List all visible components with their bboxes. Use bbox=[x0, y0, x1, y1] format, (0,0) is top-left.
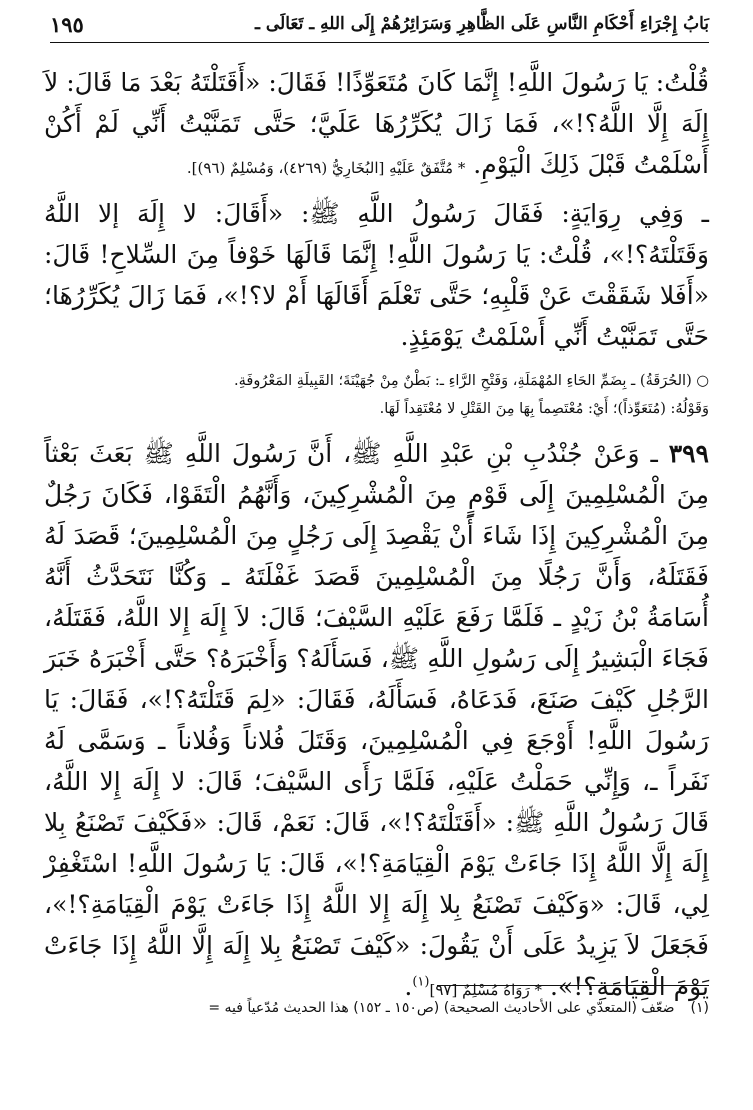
footnote bbox=[44, 996, 709, 1020]
paragraph-3-reference: * رَوَاهُ مُسْلِمٌ [٩٧] bbox=[429, 981, 543, 999]
footnote-number: (١) bbox=[690, 1000, 709, 1016]
explanatory-note-2: وَقَوْلُهُ: (مُتَعَوِّذاً)؛ أَيْ: مُعْتَصِماً بِهَا مِنَ القَتْلِ لا مُعْتَقِداً لَهَا. bbox=[379, 401, 709, 417]
paragraph-3: ٣٩٩ ـ وَعَنْ جُنْدُبِ بْنِ عَبْدِ اللَّهِ ﷺ، أَنَّ رَسُولَ اللَّهِ ﷺ بَعَثَ بَعْثاً مِنَ الْمُسْلِمِينَ إِلَى قَوْمٍ مِنَ الْمُشْرِكِينَ، وَأَنَّهُمُ الْتَقَوْا، فَكَانَ رَجُلٌ مِنَ الْمُشْرِكِينَ إِذَا شَاءَ أَنْ يَقْصِدَ إِلَى رَجُلٍ مِنَ الْمُسْلِمِينَ؛ قَصَدَ لَهُ فَقَتَلَهُ، وَأَنَّ رَجُلًا مِنَ الْمُسْلِمِينَ قَصَدَ غَفْلَتَهُ ـ وَكُنَّا نَتَحَدَّثُ أَنَّهُ أُسَامَةُ بْنُ زَيْدٍ ـ فَلَمَّا رَفَعَ عَلَيْهِ السَّيْفَ؛ قَالَ: لاَ إِلَهَ إِلا اللَّهُ، فَقَتَلَهُ، فَجَاءَ الْبَشِيرُ إِلَى رَسُولِ اللَّهِ ﷺ، فَسَأَلَهُ؟ وَأَخْبَرَهُ؟ حَتَّى أَخْبَرَهُ خَبَرَ الرَّجُلِ كَيْفَ صَنَعَ، فَدَعَاهُ، فَسَأَلَهُ، فَقَالَ: «لِمَ قَتَلْتَهُ؟!»، فَقَالَ: يَا رَسُولَ اللَّهِ! أَوْجَعَ فِي الْمُسْلِمِينَ، وَقَتَلَ فُلاناً وَفُلاناً ـ وَسَمَّى لَهُ نَفَراً ـ، وَإِنِّي حَمَلْتُ عَلَيْهِ، فَلَمَّا رَأَى السَّيْفَ؛ قَالَ: لا إِلَهَ إِلا اللَّهُ، قَالَ رَسُولُ اللَّهِ ﷺ: «أَقَتَلْتَهُ؟!»، قَالَ: نَعَمْ، قَالَ: «فَكَيْفَ تَصْنَعُ بِلا إِلَهَ إِلَّا اللَّهُ إِذَا جَاءَتْ يَوْمَ الْقِيَامَةِ؟!»، قَالَ: يَا رَسُولَ اللَّهِ! اسْتَغْفِرْ لِي، قَالَ: «وَكَيْفَ تَصْنَعُ بِلا إِلَهَ إِلا اللَّهُ إِذَا جَاءَتْ يَوْمَ الْقِيَامَةِ؟!»، فَجَعَلَ لاَ يَزِيدُ عَلَى أَنْ يَقُولَ: «كَيْفَ تَصْنَعُ بِلا إِلَهَ إِلَّا اللَّهُ إِذَا جَاءَتْ يَوْمَ الْقِيَامَةِ؟!». * رَوَاهُ مُسْلِمٌ [٩٧]$^{(١)}$. bbox=[44, 439, 709, 1001]
paragraph-1-text: قُلْتُ: يَا رَسُولَ اللَّهِ! إِنَّمَا كَانَ مُتَعَوِّذًا! فَقَالَ: «أَقَتَلْتَهُ بَعْدَ مَا قَالَ: لاَ إِلَهَ إِلَّا اللَّهُ؟!»، فَمَا زَالَ يُكَرِّرُهَا عَلَيَّ؛ حَتَّى تَمَنَّيْتُ أَنِّي لَمْ أَكُنْ أَسْلَمْتُ قَبْلَ ذَلِكَ الْيَوْمِ. bbox=[44, 68, 709, 179]
paragraph-2-text: ـ وَفِي رِوَايَةٍ: فَقَالَ رَسُولُ اللَّهِ ﷺ: «أَقَالَ: لا إِلَهَ إلا اللَّهُ وَقَتَلْتَهُ؟!»، قُلْتُ: يَا رَسُولَ اللَّهِ! إِنَّمَا قَالَهَا خَوْفاً مِنَ السِّلاحِ! قَالَ: «أَفَلا شَقَقْتَ عَنْ قَلْبِهِ؛ حَتَّى تَعْلَمَ أَقَالَهَا أَمْ لا؟!»، فَمَا زَالَ يُكَرِّرُهَا؛ حَتَّى تَمَنَّيْتُ أَنِّي أَسْلَمْتُ يَوْمَئِذٍ. bbox=[44, 199, 709, 351]
paragraph-1 bbox=[44, 62, 709, 189]
page-number: ١٩٥ bbox=[50, 11, 84, 37]
footnote-divider bbox=[437, 985, 709, 986]
page-header bbox=[50, 6, 709, 43]
running-title: بَابُ إِجْرَاءِ أَحْكَامِ النَّاسِ عَلَى الظَّاهِرِ وَسَرَائِرُهُمْ إِلَى اللهِ ـ تَعَالَى ـ bbox=[254, 14, 709, 34]
paragraph-2 bbox=[44, 193, 709, 357]
paragraph-1-reference: * مُتَّفَقٌ عَلَيْهِ [البُخَارِيُّ (٤٢٦٩)، وَمُسْلِمٌ (٩٦)]. bbox=[186, 159, 466, 177]
explanatory-note-1: ○ (الحُرَقَةُ) ـ بِضَمِّ الحَاءِ المُهْمَلَةِ، وَفَتْحِ الرَّاءِ ـ: بَطْنٌ مِنْ جُهَيْنَةَ؛ القَبِيلَةِ المَعْرُوفَةِ. bbox=[234, 373, 709, 389]
footnote-marker[interactable]: (١) bbox=[412, 974, 430, 990]
page-body bbox=[44, 62, 709, 1011]
paragraph-3-text: ـ وَعَنْ جُنْدُبِ بْنِ عَبْدِ اللَّهِ ﷺ، أَنَّ رَسُولَ اللَّهِ ﷺ بَعَثَ بَعْثاً مِنَ الْمُسْلِمِينَ إِلَى قَوْمٍ مِنَ الْمُشْرِكِينَ، وَأَنَّهُمُ الْتَقَوْا، فَكَانَ رَجُلٌ مِنَ الْمُشْرِكِينَ إِذَا شَاءَ أَنْ يَقْصِدَ إِلَى رَجُلٍ مِنَ الْمُسْلِمِينَ؛ قَصَدَ لَهُ فَقَتَلَهُ، وَأَنَّ رَجُلًا مِنَ الْمُسْلِمِينَ قَصَدَ غَفْلَتَهُ ـ وَكُنَّا نَتَحَدَّثُ أَنَّهُ أُسَامَةُ بْنُ زَيْدٍ ـ فَلَمَّا رَفَعَ عَلَيْهِ السَّيْفَ؛ قَالَ: لاَ إِلَهَ إِلا اللَّهُ، فَقَتَلَهُ، فَجَاءَ الْبَشِيرُ إِلَى رَسُولِ اللَّهِ ﷺ، فَسَأَلَهُ؟ وَأَخْبَرَهُ؟ حَتَّى أَخْبَرَهُ خَبَرَ الرَّجُلِ كَيْفَ صَنَعَ، فَدَعَاهُ، فَسَأَلَهُ، فَقَالَ: «لِمَ قَتَلْتَهُ؟!»، فَقَالَ: يَا رَسُولَ اللَّهِ! أَوْجَعَ فِي الْمُسْلِمِينَ، وَقَتَلَ فُلاناً وَفُلاناً ـ وَسَمَّى لَهُ نَفَراً ـ، وَإِنِّي حَمَلْتُ عَلَيْهِ، فَلَمَّا رَأَى السَّيْفَ؛ قَالَ: لا إِلَهَ إِلا اللَّهُ، قَالَ رَسُولُ اللَّهِ ﷺ: «أَقَتَلْتَهُ؟!»، قَالَ: نَعَمْ، قَالَ: «فَكَيْفَ تَصْنَعُ بِلا إِلَهَ إِلَّا اللَّهُ إِذَا جَاءَتْ يَوْمَ الْقِيَامَةِ؟!»، قَالَ: يَا رَسُولَ اللَّهِ! اسْتَغْفِرْ لِي، قَالَ: «وَكَيْفَ تَصْنَعُ بِلا إِلَهَ إِلا اللَّهُ إِذَا جَاءَتْ يَوْمَ الْقِيَامَةِ؟!»، فَجَعَلَ لاَ يَزِيدُ عَلَى أَنْ يَقُولَ: «كَيْفَ تَصْنَعُ بِلا إِلَهَ إِلَّا اللَّهُ إِذَا جَاءَتْ يَوْمَ الْقِيَامَةِ؟!». bbox=[44, 439, 709, 1001]
footnote-text: ضعّف (المتعدّي على الأحاديث الصحيحة) (ص١٥٠ ـ ١٥٢) هذا الحديث مُدّعياً فيه = bbox=[208, 1000, 675, 1016]
hadith-number: ٣٩٩ bbox=[668, 439, 709, 468]
